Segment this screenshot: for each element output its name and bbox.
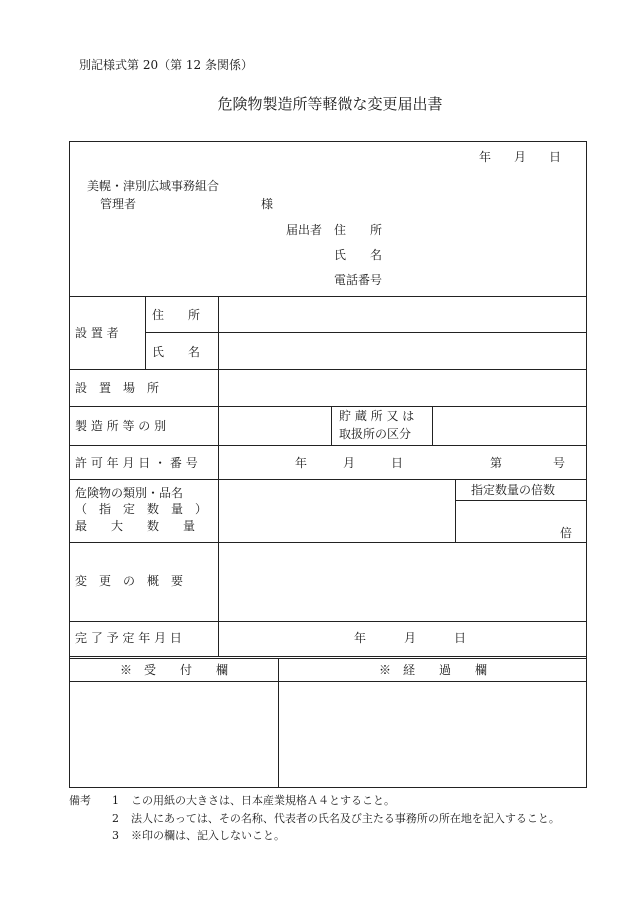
date-year-label: 年	[479, 150, 492, 164]
completion-year: 年	[354, 631, 367, 645]
notifier-label: 届出者	[286, 223, 323, 237]
completion-day: 日	[454, 631, 467, 645]
multiple-unit: 倍	[560, 526, 573, 540]
notifier-phone-label: 電話番号	[334, 273, 383, 287]
permit-day: 日	[391, 456, 404, 470]
divider	[331, 406, 332, 445]
installer-address-label: 住 所	[152, 308, 201, 322]
hazmat-label-line1: 危険物の類別・品名	[75, 486, 184, 500]
notifier-name-label: 氏 名	[334, 248, 383, 262]
divider	[69, 658, 587, 659]
addressee-org: 美幌・津別広域事務組合	[87, 179, 220, 193]
permit-label: 許 可 年 月 日 ・ 番 号	[75, 456, 198, 470]
completion-label: 完 了 予 定 年 月 日	[75, 631, 182, 645]
reception-column-header: ※ 受 付 欄	[120, 663, 229, 677]
divider	[145, 296, 146, 369]
form-reference: 別記様式第 20（第 12 条関係）	[79, 58, 253, 72]
hazmat-label-line2: （ 指 定 数 量 ）	[75, 502, 208, 516]
multiple-label: 指定数量の倍数	[471, 483, 556, 497]
location-label: 設 置 場 所	[75, 381, 160, 395]
remark-text: 法人にあっては、その名称、代表者の氏名及び主たる事務所の所在地を記入すること。	[131, 812, 560, 825]
storage-type-label-line1: 貯 蔵 所 又 は	[339, 409, 415, 423]
facility-type-label: 製 造 所 等 の 別	[75, 419, 167, 433]
installer-name-label: 氏 名	[152, 345, 201, 359]
divider	[278, 658, 279, 787]
permit-dai: 第	[490, 456, 503, 470]
remark-text: ※印の欄は、記入しないこと。	[131, 829, 285, 842]
progress-column-header: ※ 経 過 欄	[379, 663, 488, 677]
divider	[432, 406, 433, 445]
completion-month: 月	[404, 631, 417, 645]
divider	[69, 542, 587, 543]
permit-year: 年	[295, 456, 308, 470]
date-day-label: 日	[549, 150, 562, 164]
divider	[145, 332, 587, 333]
divider	[69, 406, 587, 407]
divider	[69, 445, 587, 446]
divider	[455, 500, 587, 501]
divider	[69, 479, 587, 480]
remark-text: この用紙の大きさは、日本産業規格Ａ４とすること。	[131, 794, 395, 807]
divider	[69, 681, 587, 682]
form-title: 危険物製造所等軽微な変更届出書	[217, 95, 443, 113]
divider	[218, 296, 219, 656]
permit-month: 月	[343, 456, 356, 470]
date-month-label: 月	[514, 150, 527, 164]
change-summary-label: 変 更 の 概 要	[75, 574, 184, 588]
storage-type-label-line2: 取扱所の区分	[339, 427, 412, 441]
honorific: 様	[261, 197, 274, 211]
remark-number: 2	[112, 812, 119, 825]
installer-label: 設 置 者	[75, 326, 119, 340]
addressee-role: 管理者	[100, 197, 137, 211]
divider	[69, 621, 587, 622]
permit-go: 号	[553, 456, 566, 470]
divider	[69, 656, 587, 657]
remarks-heading: 備考	[69, 794, 91, 807]
divider	[69, 296, 587, 297]
hazmat-label-line3: 最 大 数 量	[75, 519, 196, 533]
divider	[69, 369, 587, 370]
remark-number: 1	[112, 794, 119, 807]
remark-number: 3	[112, 829, 119, 842]
notifier-address-label: 住 所	[334, 223, 383, 237]
divider	[455, 479, 456, 542]
